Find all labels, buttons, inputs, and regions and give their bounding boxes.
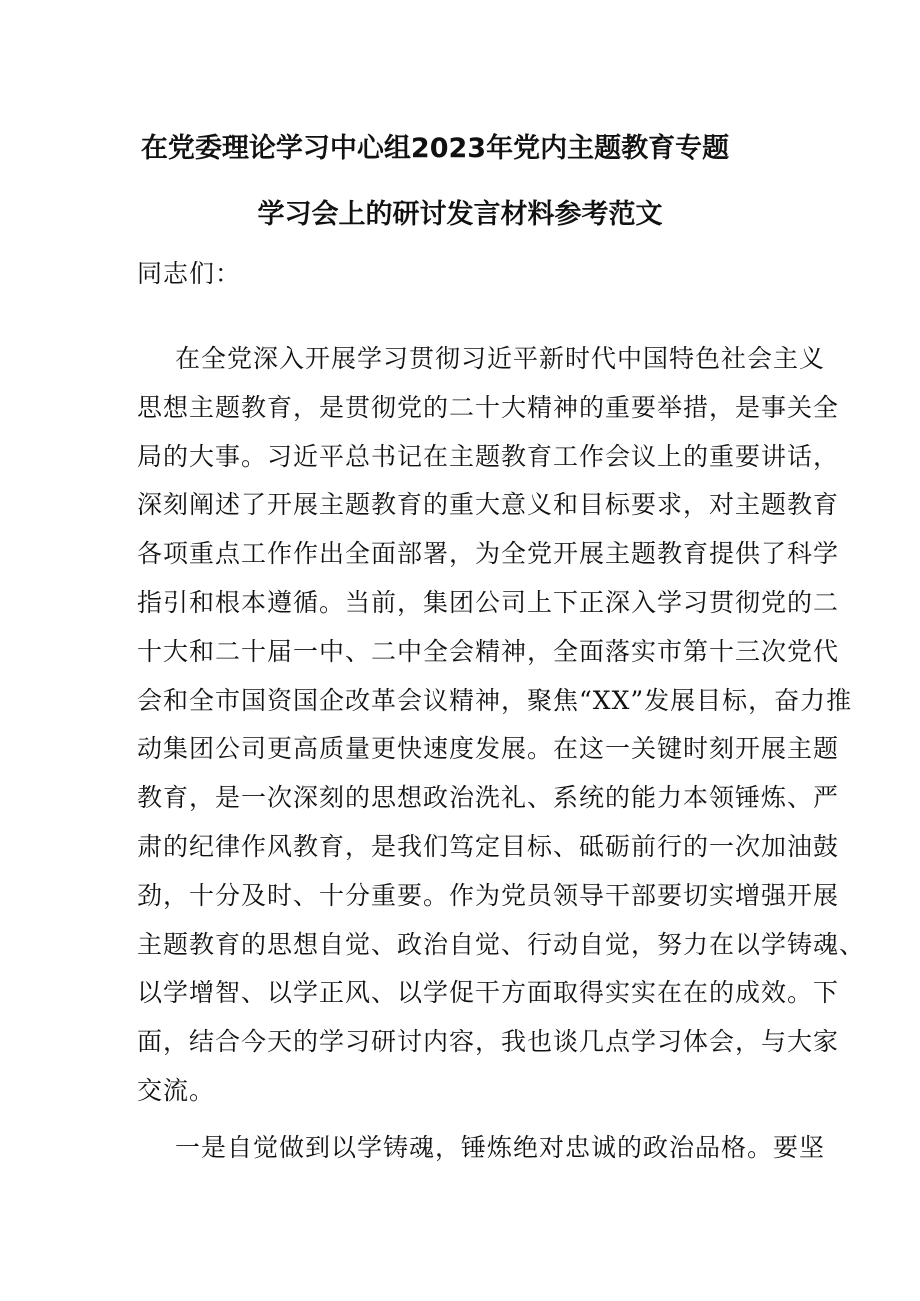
paragraph-line: 面，结合今天的学习研讨内容，我也谈几点学习体会，与大家 [137, 1027, 840, 1057]
paragraph-line: 交流。 [137, 1075, 216, 1105]
paragraph-line: 动集团公司更高质量更快速度发展。在这一关键时刻开展主题 [137, 734, 840, 764]
paragraph-line: 以学增智、以学正风、以学促干方面取得实实在在的成效。下 [137, 978, 840, 1008]
paragraph-line: 十大和二十届一中、二中全会精神，全面落实市第十三次党代 [137, 636, 840, 666]
document-title-line-1: 在党委理论学习中心组2023年党内主题教育专题 [140, 133, 730, 164]
paragraph-line: 主题教育的思想自觉、政治自觉、行动自觉，努力在以学铸魂、 [137, 929, 866, 959]
paragraph-line: 各项重点工作作出全面部署，为全党开展主题教育提供了科学 [137, 539, 840, 569]
paragraph-line: 指引和根本遵循。当前，集团公司上下正深入学习贯彻党的二 [137, 587, 840, 617]
paragraph-line: 教育，是一次深刻的思想政治洗礼、系统的能力本领锤炼、严 [137, 783, 840, 813]
paragraph-intro [137, 335, 866, 1116]
paragraph-point-one [137, 1124, 826, 1173]
paragraph-line: 劲，十分及时、十分重要。作为党员领导干部要切实增强开展 [137, 880, 840, 910]
paragraph-line: 一是自觉做到以学铸魂，锤炼绝对忠诚的政治品格。要坚 [175, 1133, 826, 1162]
paragraph-line: 思想主题教育，是贯彻党的二十大精神的重要举措，是事关全 [137, 392, 840, 422]
paragraph-line: 局的大事。习近平总书记在主题教育工作会议上的重要讲话， [137, 441, 840, 471]
paragraph-line: 会和全市国资国企改革会议精神，聚焦“XX”发展目标，奋力推 [137, 685, 853, 715]
paragraph-line: 在全党深入开展学习贯彻习近平新时代中国特色社会主义 [175, 344, 826, 373]
salutation: 同志们： [137, 259, 242, 288]
paragraph-line: 深刻阐述了开展主题教育的重大意义和目标要求，对主题教育 [137, 490, 840, 520]
paragraph-line: 肃的纪律作风教育，是我们笃定目标、砥砺前行的一次加油鼓 [137, 831, 840, 861]
document-title-line-2: 学习会上的研讨发言材料参考范文 [257, 199, 663, 230]
